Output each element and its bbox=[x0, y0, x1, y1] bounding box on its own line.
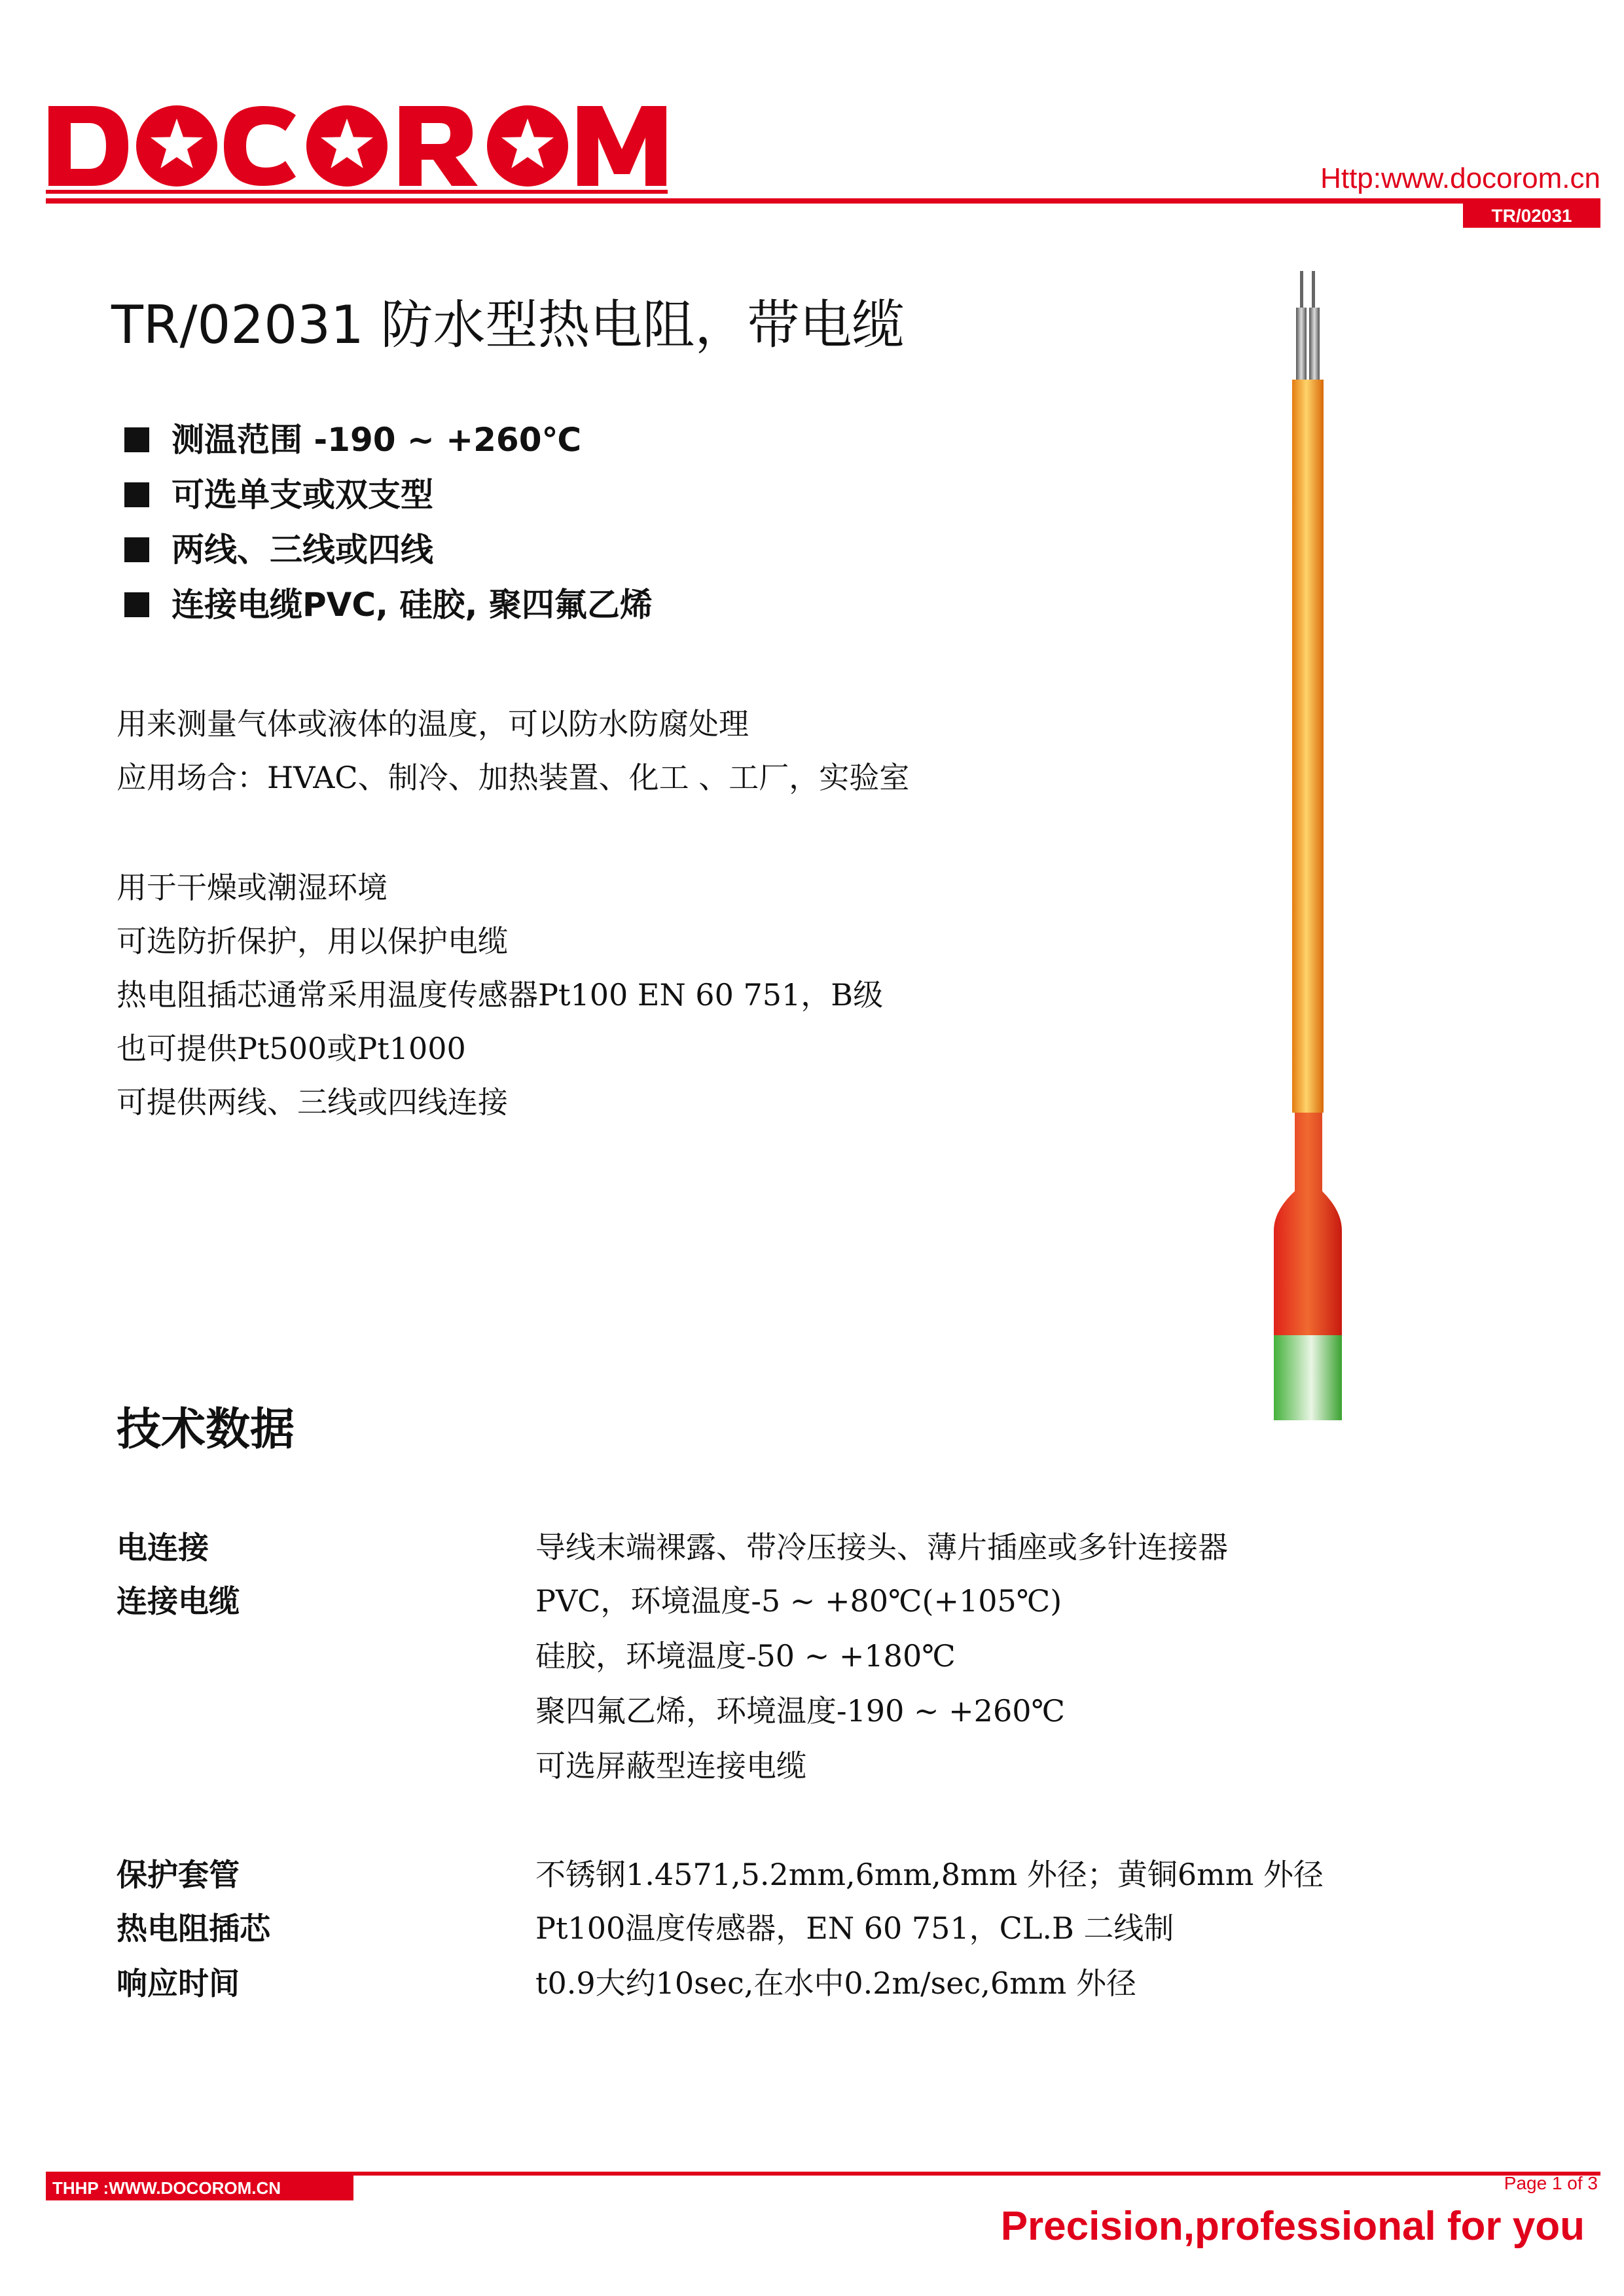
spec-label: 响应时间 bbox=[117, 1966, 240, 2002]
feature-item bbox=[124, 577, 653, 632]
description-line: 可选防折保护，用以保护电缆 bbox=[117, 924, 508, 959]
spec-label: 电连接 bbox=[117, 1530, 209, 1566]
description-line: 可提供两线、三线或四线连接 bbox=[117, 1085, 508, 1120]
spec-value: PVC，环境温度-5 ~ +80℃(+105℃) bbox=[535, 1583, 1062, 1619]
page-title: TR/02031 防水型热电阻，带电缆 bbox=[111, 295, 905, 355]
feature-item bbox=[124, 522, 653, 577]
feature-item bbox=[124, 467, 653, 522]
square-bullet-icon bbox=[124, 592, 149, 617]
feature-list bbox=[124, 412, 653, 632]
description-line: 热电阻插芯通常采用温度传感器Pt100 EN 60 751，B级 bbox=[117, 977, 884, 1013]
header-rule bbox=[46, 198, 1600, 204]
cable-jacket bbox=[1292, 380, 1324, 1113]
section-heading: 技术数据 bbox=[117, 1404, 295, 1456]
page-indicator: Page 1 of 3 bbox=[1504, 2173, 1598, 2193]
spec-value: 可选屏蔽型连接电缆 bbox=[535, 1748, 806, 1784]
spec-label: 热电阻插芯 bbox=[117, 1911, 270, 1947]
spec-label: 保护套管 bbox=[117, 1857, 240, 1893]
footer-slogan: Precision,professional for you bbox=[1000, 2204, 1585, 2249]
square-bullet-icon bbox=[124, 537, 149, 562]
description-line: 应用场合：HVAC、制冷、加热装置、化工 、工厂，实验室 bbox=[117, 760, 910, 795]
sensor-tube bbox=[1274, 1335, 1342, 1420]
spec-value: t0.9大约10sec,在水中0.2m/sec,6mm 外径 bbox=[535, 1965, 1137, 2001]
square-bullet-icon bbox=[124, 482, 149, 507]
spec-value: 聚四氟乙烯，环境温度-190 ~ +260℃ bbox=[535, 1693, 1065, 1729]
spec-value: 硅胶，环境温度-50 ~ +180℃ bbox=[535, 1638, 956, 1674]
footer-website-badge: THHP :WWW.DOCOROM.CN bbox=[46, 2176, 353, 2200]
description-line: 也可提供Pt500或Pt1000 bbox=[117, 1031, 466, 1066]
description-line: 用于干燥或潮湿环境 bbox=[117, 870, 388, 905]
protection-sleeve bbox=[1274, 1113, 1342, 1335]
spec-label: 连接电缆 bbox=[117, 1584, 240, 1620]
wire-tip bbox=[1312, 271, 1315, 310]
spec-value: 导线末端裸露、带冷压接头、薄片插座或多针连接器 bbox=[535, 1530, 1228, 1565]
website-url: Http:www.docorom.cn bbox=[1320, 162, 1600, 194]
feature-text: 两线、三线或四线 bbox=[171, 531, 433, 569]
feature-item bbox=[124, 412, 653, 467]
docorom-logo bbox=[46, 97, 674, 195]
wire-tip bbox=[1300, 271, 1303, 310]
feature-text: 可选单支或双支型 bbox=[171, 476, 433, 514]
spec-value: Pt100温度传感器，EN 60 751，CL.B 二线制 bbox=[535, 1910, 1174, 1946]
document-code-badge: TR/02031 bbox=[1463, 204, 1600, 228]
feature-text: 测温范围 -190 ~ +260℃ bbox=[171, 421, 582, 459]
description-line: 用来测量气体或液体的温度，可以防水防腐处理 bbox=[117, 706, 749, 742]
feature-text: 连接电缆PVC, 硅胶, 聚四氟乙烯 bbox=[171, 586, 653, 624]
probe-illustration bbox=[1244, 262, 1394, 1427]
spec-value: 不锈钢1.4571,5.2mm,6mm,8mm 外径；黄铜6mm 外径 bbox=[535, 1857, 1324, 1892]
square-bullet-icon bbox=[124, 427, 149, 452]
